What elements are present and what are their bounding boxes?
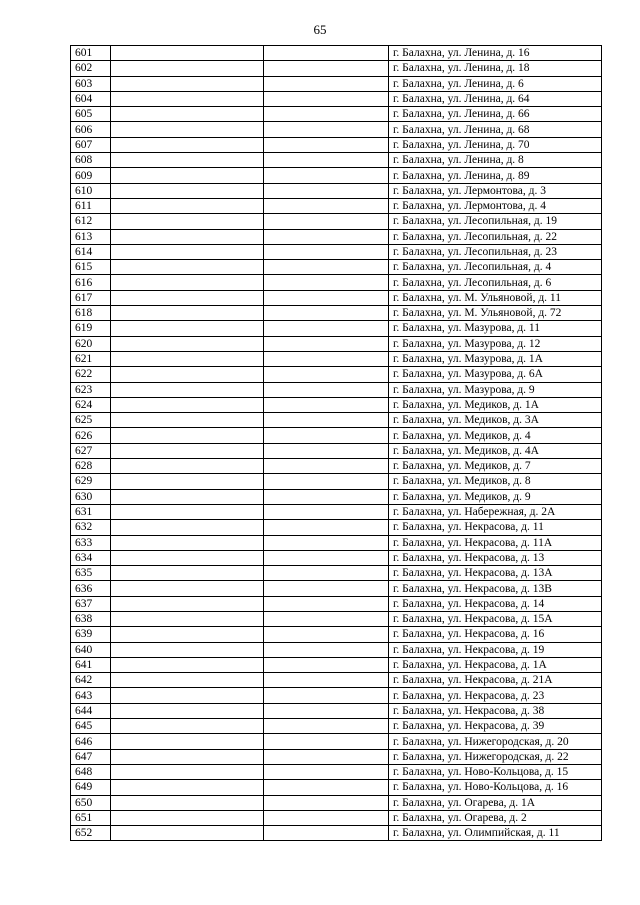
empty-cell xyxy=(264,443,389,458)
address-cell: г. Балахна, ул. Нижегородская, д. 22 xyxy=(389,749,602,764)
table-row xyxy=(71,596,602,611)
empty-cell xyxy=(111,198,264,213)
empty-cell xyxy=(264,657,389,672)
row-number: 610 xyxy=(71,183,111,198)
table-row xyxy=(71,550,602,565)
address-cell: г. Балахна, ул. Некрасова, д. 39 xyxy=(389,719,602,734)
empty-cell xyxy=(111,673,264,688)
empty-cell xyxy=(264,780,389,795)
table-row xyxy=(71,474,602,489)
address-cell: г. Балахна, ул. Лермонтова, д. 4 xyxy=(389,198,602,213)
row-number: 636 xyxy=(71,581,111,596)
empty-cell xyxy=(264,459,389,474)
table-row xyxy=(71,688,602,703)
empty-cell xyxy=(264,183,389,198)
empty-cell xyxy=(264,76,389,91)
empty-cell xyxy=(264,688,389,703)
empty-cell xyxy=(111,397,264,412)
empty-cell xyxy=(264,611,389,626)
address-cell: г. Балахна, ул. Медиков, д. 3А xyxy=(389,413,602,428)
row-number: 608 xyxy=(71,153,111,168)
row-number: 623 xyxy=(71,382,111,397)
row-number: 618 xyxy=(71,306,111,321)
row-number: 621 xyxy=(71,351,111,366)
empty-cell xyxy=(264,244,389,259)
empty-cell xyxy=(111,489,264,504)
address-cell: г. Балахна, ул. Лесопильная, д. 22 xyxy=(389,229,602,244)
empty-cell xyxy=(111,382,264,397)
empty-cell xyxy=(264,91,389,106)
table-row xyxy=(71,657,602,672)
row-number: 632 xyxy=(71,520,111,535)
empty-cell xyxy=(111,657,264,672)
table-row xyxy=(71,46,602,61)
empty-cell xyxy=(264,153,389,168)
row-number: 607 xyxy=(71,137,111,152)
row-number: 639 xyxy=(71,627,111,642)
address-cell: г. Балахна, ул. Некрасова, д. 13 xyxy=(389,550,602,565)
empty-cell xyxy=(264,214,389,229)
empty-cell xyxy=(111,290,264,305)
row-number: 630 xyxy=(71,489,111,504)
address-cell: г. Балахна, ул. Ленина, д. 89 xyxy=(389,168,602,183)
empty-cell xyxy=(111,459,264,474)
row-number: 648 xyxy=(71,764,111,779)
row-number: 601 xyxy=(71,46,111,61)
empty-cell xyxy=(111,260,264,275)
empty-cell xyxy=(264,428,389,443)
address-cell: г. Балахна, ул. Некрасова, д. 11 xyxy=(389,520,602,535)
empty-cell xyxy=(111,810,264,825)
empty-cell xyxy=(264,642,389,657)
empty-cell xyxy=(264,764,389,779)
row-number: 644 xyxy=(71,703,111,718)
empty-cell xyxy=(264,397,389,412)
empty-cell xyxy=(111,443,264,458)
address-cell: г. Балахна, ул. Мазурова, д. 11 xyxy=(389,321,602,336)
table-row xyxy=(71,826,602,841)
address-cell: г. Балахна, ул. Медиков, д. 8 xyxy=(389,474,602,489)
address-cell: г. Балахна, ул. Ленина, д. 18 xyxy=(389,61,602,76)
table-row xyxy=(71,642,602,657)
empty-cell xyxy=(111,504,264,519)
address-cell: г. Балахна, ул. Медиков, д. 9 xyxy=(389,489,602,504)
table-row xyxy=(71,719,602,734)
table-row xyxy=(71,260,602,275)
table-row xyxy=(71,275,602,290)
empty-cell xyxy=(111,764,264,779)
empty-cell xyxy=(111,428,264,443)
empty-cell xyxy=(111,826,264,841)
row-number: 613 xyxy=(71,229,111,244)
address-cell: г. Балахна, ул. Некрасова, д. 11А xyxy=(389,535,602,550)
address-cell: г. Балахна, ул. Некрасова, д. 13А xyxy=(389,566,602,581)
empty-cell xyxy=(111,321,264,336)
table-row xyxy=(71,413,602,428)
row-number: 609 xyxy=(71,168,111,183)
row-number: 625 xyxy=(71,413,111,428)
table-row xyxy=(71,290,602,305)
empty-cell xyxy=(111,749,264,764)
address-cell: г. Балахна, ул. Некрасова, д. 13В xyxy=(389,581,602,596)
row-number: 629 xyxy=(71,474,111,489)
table-row xyxy=(71,137,602,152)
empty-cell xyxy=(111,520,264,535)
table-row xyxy=(71,91,602,106)
empty-cell xyxy=(264,137,389,152)
empty-cell xyxy=(264,382,389,397)
table-row xyxy=(71,489,602,504)
empty-cell xyxy=(111,61,264,76)
table-row xyxy=(71,520,602,535)
table-row xyxy=(71,566,602,581)
row-number: 615 xyxy=(71,260,111,275)
table-row xyxy=(71,810,602,825)
empty-cell xyxy=(111,627,264,642)
row-number: 633 xyxy=(71,535,111,550)
empty-cell xyxy=(264,336,389,351)
row-number: 620 xyxy=(71,336,111,351)
table-row xyxy=(71,168,602,183)
row-number: 612 xyxy=(71,214,111,229)
empty-cell xyxy=(264,198,389,213)
address-cell: г. Балахна, ул. Ново-Кольцова, д. 15 xyxy=(389,764,602,779)
empty-cell xyxy=(264,673,389,688)
row-number: 624 xyxy=(71,397,111,412)
address-cell: г. Балахна, ул. Ново-Кольцова, д. 16 xyxy=(389,780,602,795)
empty-cell xyxy=(111,703,264,718)
address-cell: г. Балахна, ул. Медиков, д. 4 xyxy=(389,428,602,443)
address-cell: г. Балахна, ул. М. Ульяновой, д. 11 xyxy=(389,290,602,305)
table-body xyxy=(71,46,602,841)
row-number: 643 xyxy=(71,688,111,703)
empty-cell xyxy=(111,214,264,229)
address-cell: г. Балахна, ул. М. Ульяновой, д. 72 xyxy=(389,306,602,321)
row-number: 651 xyxy=(71,810,111,825)
empty-cell xyxy=(111,581,264,596)
table-row xyxy=(71,397,602,412)
row-number: 646 xyxy=(71,734,111,749)
address-cell: г. Балахна, ул. Лесопильная, д. 23 xyxy=(389,244,602,259)
row-number: 645 xyxy=(71,719,111,734)
row-number: 605 xyxy=(71,107,111,122)
empty-cell xyxy=(264,290,389,305)
address-cell: г. Балахна, ул. Медиков, д. 1А xyxy=(389,397,602,412)
empty-cell xyxy=(264,504,389,519)
empty-cell xyxy=(111,122,264,137)
row-number: 614 xyxy=(71,244,111,259)
address-cell: г. Балахна, ул. Лесопильная, д. 4 xyxy=(389,260,602,275)
address-cell: г. Балахна, ул. Ленина, д. 68 xyxy=(389,122,602,137)
empty-cell xyxy=(264,367,389,382)
table-row xyxy=(71,351,602,366)
table-row xyxy=(71,581,602,596)
address-cell: г. Балахна, ул. Ленина, д. 64 xyxy=(389,91,602,106)
empty-cell xyxy=(111,229,264,244)
address-cell: г. Балахна, ул. Ленина, д. 8 xyxy=(389,153,602,168)
row-number: 617 xyxy=(71,290,111,305)
address-cell: г. Балахна, ул. Огарева, д. 1А xyxy=(389,795,602,810)
empty-cell xyxy=(264,275,389,290)
address-cell: г. Балахна, ул. Мазурова, д. 1А xyxy=(389,351,602,366)
empty-cell xyxy=(264,413,389,428)
row-number: 650 xyxy=(71,795,111,810)
page-number: 65 xyxy=(313,22,327,37)
address-cell: г. Балахна, ул. Некрасова, д. 1А xyxy=(389,657,602,672)
empty-cell xyxy=(111,642,264,657)
table-row xyxy=(71,183,602,198)
row-number: 626 xyxy=(71,428,111,443)
empty-cell xyxy=(111,91,264,106)
row-number: 603 xyxy=(71,76,111,91)
empty-cell xyxy=(111,183,264,198)
table-row xyxy=(71,336,602,351)
empty-cell xyxy=(264,168,389,183)
empty-cell xyxy=(111,596,264,611)
row-number: 627 xyxy=(71,443,111,458)
empty-cell xyxy=(111,688,264,703)
address-cell: г. Балахна, ул. Ленина, д. 16 xyxy=(389,46,602,61)
table-row xyxy=(71,504,602,519)
empty-cell xyxy=(264,810,389,825)
address-cell: г. Балахна, ул. Некрасова, д. 16 xyxy=(389,627,602,642)
empty-cell xyxy=(264,749,389,764)
empty-cell xyxy=(111,780,264,795)
address-cell: г. Балахна, ул. Ленина, д. 70 xyxy=(389,137,602,152)
empty-cell xyxy=(111,306,264,321)
row-number: 631 xyxy=(71,504,111,519)
empty-cell xyxy=(264,550,389,565)
empty-cell xyxy=(264,627,389,642)
table-row xyxy=(71,61,602,76)
empty-cell xyxy=(111,474,264,489)
row-number: 642 xyxy=(71,673,111,688)
empty-cell xyxy=(264,46,389,61)
row-number: 602 xyxy=(71,61,111,76)
empty-cell xyxy=(111,137,264,152)
table-row xyxy=(71,306,602,321)
empty-cell xyxy=(264,734,389,749)
empty-cell xyxy=(264,566,389,581)
empty-cell xyxy=(264,795,389,810)
table-row xyxy=(71,703,602,718)
empty-cell xyxy=(264,474,389,489)
empty-cell xyxy=(111,275,264,290)
row-number: 628 xyxy=(71,459,111,474)
table-row xyxy=(71,764,602,779)
address-cell: г. Балахна, ул. Лермонтова, д. 3 xyxy=(389,183,602,198)
empty-cell xyxy=(111,535,264,550)
empty-cell xyxy=(264,260,389,275)
row-number: 634 xyxy=(71,550,111,565)
empty-cell xyxy=(264,61,389,76)
empty-cell xyxy=(264,719,389,734)
row-number: 637 xyxy=(71,596,111,611)
empty-cell xyxy=(111,244,264,259)
empty-cell xyxy=(111,76,264,91)
row-number: 616 xyxy=(71,275,111,290)
address-cell: г. Балахна, ул. Лесопильная, д. 19 xyxy=(389,214,602,229)
address-cell: г. Балахна, ул. Некрасова, д. 21А xyxy=(389,673,602,688)
row-number: 652 xyxy=(71,826,111,841)
empty-cell xyxy=(111,153,264,168)
empty-cell xyxy=(264,596,389,611)
address-cell: г. Балахна, ул. Мазурова, д. 6А xyxy=(389,367,602,382)
empty-cell xyxy=(111,734,264,749)
empty-cell xyxy=(111,413,264,428)
empty-cell xyxy=(264,122,389,137)
address-cell: г. Балахна, ул. Мазурова, д. 12 xyxy=(389,336,602,351)
table-row xyxy=(71,122,602,137)
empty-cell xyxy=(264,703,389,718)
table-row xyxy=(71,321,602,336)
address-cell: г. Балахна, ул. Некрасова, д. 23 xyxy=(389,688,602,703)
table-row xyxy=(71,611,602,626)
address-cell: г. Балахна, ул. Ленина, д. 6 xyxy=(389,76,602,91)
row-number: 638 xyxy=(71,611,111,626)
table-row xyxy=(71,153,602,168)
table-row xyxy=(71,107,602,122)
table-row xyxy=(71,795,602,810)
empty-cell xyxy=(111,611,264,626)
table-row xyxy=(71,443,602,458)
table-row xyxy=(71,367,602,382)
address-table xyxy=(70,45,602,841)
address-cell: г. Балахна, ул. Лесопильная, д. 6 xyxy=(389,275,602,290)
table-row xyxy=(71,382,602,397)
empty-cell xyxy=(111,795,264,810)
empty-cell xyxy=(111,719,264,734)
table-row xyxy=(71,459,602,474)
row-number: 640 xyxy=(71,642,111,657)
empty-cell xyxy=(264,826,389,841)
table-row xyxy=(71,673,602,688)
address-cell: г. Балахна, ул. Некрасова, д. 19 xyxy=(389,642,602,657)
address-cell: г. Балахна, ул. Медиков, д. 7 xyxy=(389,459,602,474)
table-row xyxy=(71,428,602,443)
address-cell: г. Балахна, ул. Медиков, д. 4А xyxy=(389,443,602,458)
row-number: 611 xyxy=(71,198,111,213)
table-row xyxy=(71,627,602,642)
address-cell: г. Балахна, ул. Набережная, д. 2А xyxy=(389,504,602,519)
empty-cell xyxy=(111,566,264,581)
table-row xyxy=(71,749,602,764)
row-number: 641 xyxy=(71,657,111,672)
row-number: 604 xyxy=(71,91,111,106)
address-cell: г. Балахна, ул. Мазурова, д. 9 xyxy=(389,382,602,397)
row-number: 635 xyxy=(71,566,111,581)
address-cell: г. Балахна, ул. Ленина, д. 66 xyxy=(389,107,602,122)
address-cell: г. Балахна, ул. Некрасова, д. 15А xyxy=(389,611,602,626)
table-row xyxy=(71,198,602,213)
table-row xyxy=(71,244,602,259)
empty-cell xyxy=(111,336,264,351)
row-number: 649 xyxy=(71,780,111,795)
empty-cell xyxy=(264,581,389,596)
empty-cell xyxy=(111,107,264,122)
table-row xyxy=(71,780,602,795)
row-number: 622 xyxy=(71,367,111,382)
address-cell: г. Балахна, ул. Олимпийская, д. 11 xyxy=(389,826,602,841)
row-number: 619 xyxy=(71,321,111,336)
address-cell: г. Балахна, ул. Некрасова, д. 14 xyxy=(389,596,602,611)
empty-cell xyxy=(111,168,264,183)
table-row xyxy=(71,76,602,91)
address-cell: г. Балахна, ул. Огарева, д. 2 xyxy=(389,810,602,825)
empty-cell xyxy=(264,535,389,550)
row-number: 647 xyxy=(71,749,111,764)
table-row xyxy=(71,734,602,749)
row-number: 606 xyxy=(71,122,111,137)
empty-cell xyxy=(264,520,389,535)
empty-cell xyxy=(111,550,264,565)
table-row xyxy=(71,229,602,244)
empty-cell xyxy=(264,489,389,504)
address-cell: г. Балахна, ул. Некрасова, д. 38 xyxy=(389,703,602,718)
empty-cell xyxy=(111,46,264,61)
empty-cell xyxy=(264,351,389,366)
empty-cell xyxy=(264,306,389,321)
empty-cell xyxy=(264,107,389,122)
table-row xyxy=(71,535,602,550)
table-row xyxy=(71,214,602,229)
address-cell: г. Балахна, ул. Нижегородская, д. 20 xyxy=(389,734,602,749)
empty-cell xyxy=(264,229,389,244)
empty-cell xyxy=(111,367,264,382)
empty-cell xyxy=(264,321,389,336)
empty-cell xyxy=(111,351,264,366)
